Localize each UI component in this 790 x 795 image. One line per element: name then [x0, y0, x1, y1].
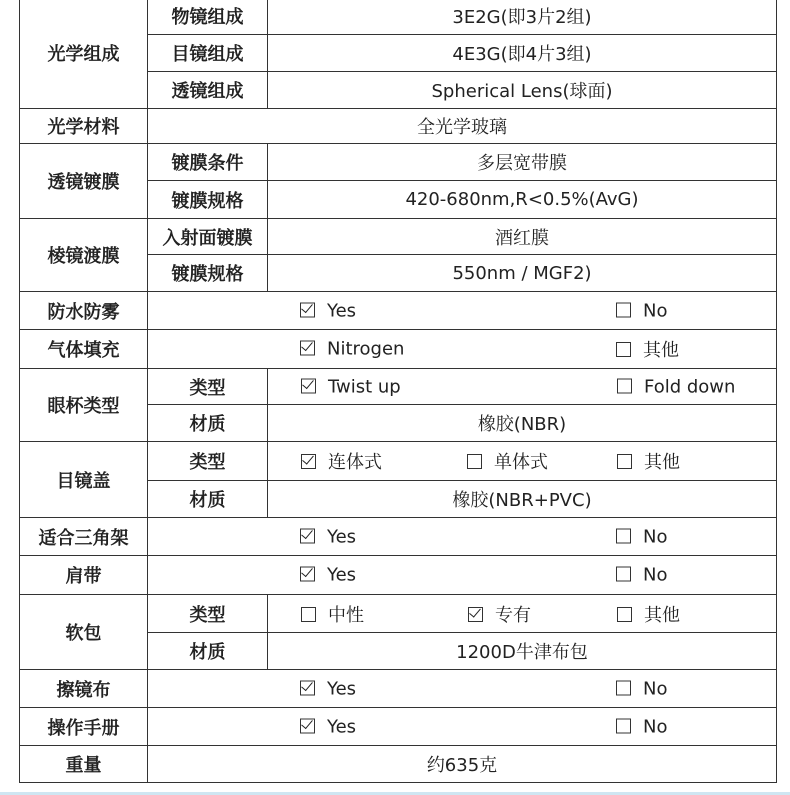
- sub-bag-material: 材质: [148, 633, 268, 670]
- option-other: 其他: [616, 336, 679, 362]
- option-no: No: [616, 565, 667, 586]
- category-weight: 重量: [20, 746, 148, 783]
- category-cap: 目镜盖: [20, 442, 148, 518]
- unchecked-box-icon: [616, 718, 631, 733]
- sub-cap-material: 材质: [148, 481, 268, 518]
- table-row: [20, 556, 777, 595]
- sub-prism-spec: 镀膜规格: [148, 255, 268, 292]
- option-twist-up: Twist up: [301, 376, 401, 397]
- checked-box-icon: [301, 378, 316, 393]
- value-cap-material: 橡胶(NBR+PVC): [268, 481, 777, 518]
- sub-eyepiece: 目镜组成: [148, 35, 268, 72]
- unchecked-box-icon: [617, 378, 632, 393]
- value-bag-material: 1200D牛津布包: [268, 633, 777, 670]
- value-objective: 3E2G(即3片2组): [268, 0, 777, 35]
- unchecked-box-icon: [301, 607, 316, 622]
- table-row: [20, 219, 777, 255]
- checked-box-icon: [300, 302, 315, 317]
- table-row: [20, 670, 777, 708]
- category-gas: 气体填充: [20, 330, 148, 369]
- sub-cap-type: 类型: [148, 442, 268, 481]
- option-no: No: [616, 716, 667, 737]
- options-waterproof: [148, 292, 777, 330]
- value-weight: 约635克: [148, 746, 777, 783]
- sub-lens: 透镜组成: [148, 72, 268, 109]
- category-tripod: 适合三角架: [20, 518, 148, 556]
- category-optics: 光学组成: [20, 0, 148, 109]
- value-coating-condition: 多层宽带膜: [268, 144, 777, 181]
- category-material: 光学材料: [20, 109, 148, 144]
- checked-box-icon: [300, 567, 315, 582]
- options-gas: [148, 330, 777, 369]
- table-row: [20, 109, 777, 144]
- options-cloth: [148, 670, 777, 708]
- options-strap: [148, 556, 777, 595]
- unchecked-box-icon: [616, 680, 631, 695]
- value-material: 全光学玻璃: [148, 109, 777, 144]
- checked-box-icon: [300, 718, 315, 733]
- option-yes: Yes: [300, 716, 356, 737]
- table-row: [20, 292, 777, 330]
- checked-box-icon: [468, 607, 483, 622]
- table-row: [20, 144, 777, 181]
- table-row: [20, 330, 777, 369]
- option-yes: Yes: [300, 678, 356, 699]
- spec-table: [19, 0, 777, 783]
- checked-box-icon: [300, 680, 315, 695]
- value-prism-entrance: 酒红膜: [268, 219, 777, 255]
- table-row: [20, 0, 777, 35]
- value-eyepiece: 4E3G(即4片3组): [268, 35, 777, 72]
- checked-box-icon: [300, 528, 315, 543]
- option-yes: Yes: [300, 565, 356, 586]
- sub-eyecup-type: 类型: [148, 369, 268, 405]
- unchecked-box-icon: [616, 528, 631, 543]
- unchecked-box-icon: [616, 302, 631, 317]
- category-coating: 透镜镀膜: [20, 144, 148, 219]
- sub-bag-type: 类型: [148, 595, 268, 633]
- table-row: [20, 595, 777, 633]
- options-tripod: [148, 518, 777, 556]
- table-row: [20, 746, 777, 783]
- category-eyecup: 眼杯类型: [20, 369, 148, 442]
- checked-box-icon: [300, 341, 315, 356]
- option-yes: Yes: [300, 300, 356, 321]
- unchecked-box-icon: [616, 342, 631, 357]
- options-bag-type: [268, 595, 777, 633]
- table-row: [20, 708, 777, 746]
- option-exclusive: 专有: [468, 601, 531, 627]
- value-prism-spec: 550nm / MGF2): [268, 255, 777, 292]
- category-manual: 操作手册: [20, 708, 148, 746]
- option-no: No: [616, 526, 667, 547]
- category-strap: 肩带: [20, 556, 148, 595]
- option-neutral: 中性: [301, 601, 364, 627]
- table-row: [20, 442, 777, 481]
- value-eyecup-material: 橡胶(NBR): [268, 405, 777, 442]
- options-cap-type: [268, 442, 777, 481]
- sub-eyecup-material: 材质: [148, 405, 268, 442]
- sub-prism-entrance: 入射面镀膜: [148, 219, 268, 255]
- option-no: No: [616, 678, 667, 699]
- category-bag: 软包: [20, 595, 148, 670]
- option-yes: Yes: [300, 526, 356, 547]
- value-coating-spec: 420-680nm,R<0.5%(AvG): [268, 181, 777, 219]
- options-eyecup-type: [268, 369, 777, 405]
- option-fold-down: Fold down: [617, 376, 735, 397]
- table-row: [20, 369, 777, 405]
- option-integrated: 连体式: [301, 448, 382, 474]
- unchecked-box-icon: [616, 567, 631, 582]
- category-cloth: 擦镜布: [20, 670, 148, 708]
- category-waterproof: 防水防雾: [20, 292, 148, 330]
- option-no: No: [616, 300, 667, 321]
- option-other: 其他: [617, 448, 680, 474]
- option-separate: 单体式: [467, 448, 548, 474]
- unchecked-box-icon: [467, 454, 482, 469]
- option-other: 其他: [617, 601, 680, 627]
- value-lens: Spherical Lens(球面): [268, 72, 777, 109]
- category-prism: 棱镜渡膜: [20, 219, 148, 292]
- option-nitrogen: Nitrogen: [300, 339, 404, 360]
- sub-coating-condition: 镀膜条件: [148, 144, 268, 181]
- table-row: [20, 518, 777, 556]
- unchecked-box-icon: [617, 454, 632, 469]
- options-manual: [148, 708, 777, 746]
- checked-box-icon: [301, 454, 316, 469]
- sub-coating-spec: 镀膜规格: [148, 181, 268, 219]
- sub-objective: 物镜组成: [148, 0, 268, 35]
- unchecked-box-icon: [617, 607, 632, 622]
